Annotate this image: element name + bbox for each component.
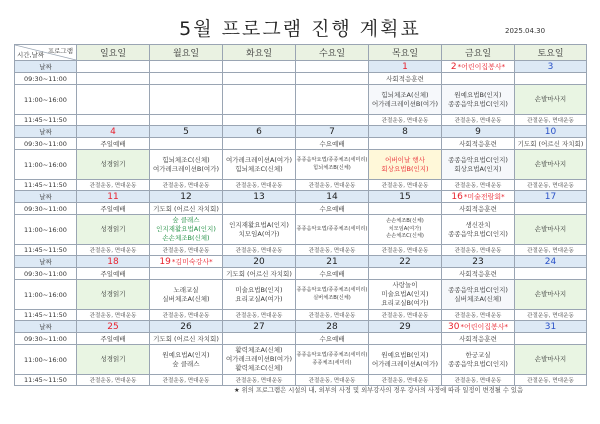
activity-header [150, 73, 223, 85]
row-label-0930: 09:30~11:00 [15, 203, 77, 215]
row-label-date: 날짜 [15, 321, 77, 333]
date-cell-with-event [442, 191, 515, 203]
row-label-1100: 11:00~16:00 [15, 345, 77, 375]
program-line: 미술요법B(인지) [235, 285, 283, 294]
program-line: 종종음악요법C(인지) [448, 359, 508, 368]
program-cell [150, 150, 223, 180]
date-cell: 9 [442, 126, 515, 138]
program-line: 한궁교실 [465, 350, 491, 359]
slot-1100-row [15, 85, 587, 115]
activity-header [369, 268, 442, 280]
program-line: 생신잔치 [465, 220, 491, 229]
row-label-1145: 11:45~11:50 [15, 310, 77, 321]
date-cell: 27 [223, 321, 296, 333]
event-label: *미술전람회* [463, 192, 505, 201]
date-cell: 22 [369, 256, 442, 268]
activity-header: 기도회 (어르신 자치회) [150, 203, 223, 215]
exercise-cell: 관절운동, 면대운동 [150, 375, 223, 386]
activity-header: 기도회 (어르신 자치회) [223, 268, 296, 280]
row-label-1100: 11:00~16:00 [15, 85, 77, 115]
date-cell: 15 [369, 191, 442, 203]
activity-header [77, 73, 150, 85]
program-line: 종종음악요법/종종체조(세미리) [296, 225, 368, 232]
date-cell [77, 61, 150, 73]
weekday-header-row [15, 45, 587, 61]
activity-header [223, 333, 296, 345]
weekday-fri: 금요일 [442, 45, 515, 61]
date-cell: 18 [77, 256, 150, 268]
activity-header [515, 333, 587, 345]
exercise-cell: 관절운동, 면대운동 [77, 375, 150, 386]
program-cell [515, 345, 587, 375]
slot-0930-row [15, 138, 587, 150]
activity-header: 수요예배 [296, 333, 369, 345]
program-line: 어가레크레이션B(여가) [371, 99, 439, 108]
activity-header: 사회적응훈련 [442, 268, 515, 280]
program-line: 요리교실A(여가) [235, 294, 283, 303]
slot-1100-row [15, 280, 587, 310]
program-line: 숲 클래스 [172, 359, 200, 368]
activity-header: 기도회 (어르신 자치회) [515, 138, 587, 150]
program-line: 종종음악요법/종종체조(세미리) [296, 157, 368, 163]
activity-header [296, 73, 369, 85]
program-cell [515, 85, 587, 115]
date-number: 2 [450, 61, 457, 72]
date-row [15, 126, 587, 138]
program-line: 요리교실B(여가) [381, 299, 429, 307]
program-cell [296, 280, 369, 310]
program-line: 노래교실 [173, 285, 199, 294]
issue-date: 2025.04.30 [505, 27, 546, 35]
program-line: 힘뇌체조C(신체) [162, 155, 210, 164]
exercise-cell: 관절운동, 면대운동 [442, 245, 515, 256]
exercise-cell: 관절운동, 면대운동 [296, 375, 369, 386]
program-cell [150, 280, 223, 310]
program-line: 손발마사지 [534, 355, 567, 363]
program-cell [77, 85, 150, 115]
program-cell [77, 215, 150, 245]
program-line: 종종음악요법/종종체조(세미리) [296, 287, 368, 293]
exercise-cell: 관절운동, 면대운동 [369, 310, 442, 321]
corner-time-date-label: 시간,날짜 [17, 51, 45, 59]
exercise-cell: 관절운동, 면대운동 [296, 180, 369, 191]
program-cell [77, 280, 150, 310]
activity-header: 주일예배 [77, 138, 150, 150]
activity-header [369, 333, 442, 345]
program-line: 성경읽기 [100, 225, 126, 233]
activity-header [150, 268, 223, 280]
exercise-cell: 관절운동, 면대운동 [223, 310, 296, 321]
row-label-1145: 11:45~11:50 [15, 180, 77, 191]
event-label: *어린이집봉사* [460, 322, 509, 331]
slot-0930-row [15, 268, 587, 280]
date-cell: 13 [223, 191, 296, 203]
exercise-cell: 관절운동, 면대운동 [515, 310, 587, 321]
row-label-0930: 09:30~11:00 [15, 268, 77, 280]
program-line: 치모임A(여가) [238, 229, 280, 238]
corner-cell [15, 45, 77, 61]
date-cell [296, 61, 369, 73]
exercise-cell: 관절운동, 면대운동 [150, 180, 223, 191]
program-line: 원예요법A(인지) [162, 350, 210, 359]
program-line: 활력체조C(신체) [235, 364, 283, 372]
program-cell [223, 280, 296, 310]
row-label-0930: 09:30~11:00 [15, 333, 77, 345]
activity-header [150, 138, 223, 150]
program-line: 어가레크레이션A(여가) [371, 359, 439, 368]
activity-header [442, 73, 515, 85]
program-line: 여가레크레이션B(여가) [225, 355, 293, 363]
program-line: 종종음악요법/종종체조(세미리) [296, 352, 368, 358]
slot-1145-row [15, 180, 587, 191]
program-line: 치모임A(여가) [388, 225, 422, 232]
program-line: 손손체조B(신체) [162, 234, 210, 242]
program-line: 손발마사지 [534, 160, 567, 168]
exercise-cell: 관절운동, 면대운동 [369, 245, 442, 256]
exercise-cell: 관절운동, 면대운동 [442, 180, 515, 191]
program-cell [442, 215, 515, 245]
activity-header [515, 73, 587, 85]
program-line: 사랑놀이 [392, 281, 418, 289]
weekday-tue: 화요일 [223, 45, 296, 61]
row-label-0930: 09:30~11:00 [15, 73, 77, 85]
date-cell: 14 [296, 191, 369, 203]
program-line: 힘뇌체조B(신체) [313, 164, 351, 171]
date-row [15, 256, 587, 268]
program-line: 여가레크레이션B(여가) [152, 164, 220, 173]
program-line: 힘뇌체조C(신체) [235, 164, 283, 173]
date-row [15, 191, 587, 203]
program-line: 실버체조A(신체) [162, 294, 210, 303]
row-label-0930: 09:30~11:00 [15, 138, 77, 150]
program-line: 종종음악요법C(인지) [448, 285, 508, 294]
activity-header: 사회적응훈련 [369, 73, 442, 85]
exercise-cell: 관절운동, 면대운동 [77, 310, 150, 321]
program-cell [296, 85, 369, 115]
weekday-sun: 일요일 [77, 45, 150, 61]
exercise-cell: 관절운동, 면대운동 [442, 310, 515, 321]
date-cell [150, 61, 223, 73]
program-cell [77, 150, 150, 180]
row-label-1145: 11:45~11:50 [15, 245, 77, 256]
date-cell: 31 [515, 321, 587, 333]
program-line: 손손체조C(신체) [386, 233, 424, 240]
program-cell [515, 280, 587, 310]
row-label-date: 날짜 [15, 126, 77, 138]
exercise-cell: 관절운동, 면대운동 [223, 180, 296, 191]
date-cell: 23 [442, 256, 515, 268]
slot-0930-row [15, 203, 587, 215]
program-line: 원예요법B(인지) [381, 350, 429, 359]
row-label-date: 날짜 [15, 191, 77, 203]
weekday-thu: 목요일 [369, 45, 442, 61]
program-line: 회상요법B(인지) [381, 164, 429, 173]
activity-header: 기도회 (어르신 자치회) [150, 333, 223, 345]
activity-header: 사회적응훈련 [442, 138, 515, 150]
date-cell-with-event [442, 61, 515, 73]
date-cell: 4 [77, 126, 150, 138]
activity-header: 수요예배 [296, 203, 369, 215]
exercise-cell [223, 115, 296, 126]
exercise-cell: 관절운동, 면대운동 [150, 310, 223, 321]
program-cell [296, 215, 369, 245]
row-label-1145: 11:45~11:50 [15, 375, 77, 386]
program-cell [223, 345, 296, 375]
program-line: 성경읽기 [100, 355, 126, 363]
row-label-date: 날짜 [15, 61, 77, 73]
program-line: 성경읽기 [100, 160, 126, 168]
date-cell: 8 [369, 126, 442, 138]
program-cell [296, 345, 369, 375]
program-line: 힘뇌체조A(신체) [381, 90, 429, 99]
program-line: 인지재활요법A(인지) [229, 220, 289, 229]
slot-1100-row [15, 215, 587, 245]
program-cell [150, 85, 223, 115]
program-cell [515, 150, 587, 180]
program-cell [442, 150, 515, 180]
event-label: *어린이집봉사* [457, 62, 506, 71]
program-line: 종종음악요법C(인지) [448, 229, 508, 238]
date-cell: 3 [515, 61, 587, 73]
program-cell [369, 85, 442, 115]
date-row [15, 321, 587, 333]
slot-1100-row [15, 150, 587, 180]
date-cell: 25 [77, 321, 150, 333]
program-cell [77, 345, 150, 375]
activity-header: 주일예배 [77, 333, 150, 345]
exercise-cell: 관절운동, 면대운동 [369, 115, 442, 126]
program-cell [296, 150, 369, 180]
exercise-cell: 관절운동, 면대운동 [77, 180, 150, 191]
program-cell [223, 85, 296, 115]
date-cell: 7 [296, 126, 369, 138]
weekday-mon: 월요일 [150, 45, 223, 61]
date-cell: 24 [515, 256, 587, 268]
row-label-1100: 11:00~16:00 [15, 150, 77, 180]
activity-header: 사회적응훈련 [442, 203, 515, 215]
activity-header [223, 203, 296, 215]
date-cell: 10 [515, 126, 587, 138]
program-line: 회상요법A(인지) [454, 164, 502, 173]
program-line: 종종음악요법C(인지) [448, 155, 508, 164]
date-cell-with-event [150, 256, 223, 268]
program-cell [369, 345, 442, 375]
program-line: 성경읽기 [100, 290, 126, 298]
date-row [15, 61, 587, 73]
exercise-cell: 관절운동, 면대운동 [442, 375, 515, 386]
date-cell: 6 [223, 126, 296, 138]
date-cell: 20 [223, 256, 296, 268]
date-cell: 1 [369, 61, 442, 73]
activity-header [515, 268, 587, 280]
program-line: 실버체조B(신체) [313, 294, 351, 301]
exercise-cell: 관절운동, 면대운동 [223, 375, 296, 386]
program-cell [369, 150, 442, 180]
program-cell [223, 150, 296, 180]
date-number: 30 [447, 321, 460, 332]
date-cell: 28 [296, 321, 369, 333]
date-cell [223, 61, 296, 73]
program-line: 어버이날 행사 [385, 155, 425, 164]
program-schedule-table [14, 44, 587, 386]
program-cell [515, 215, 587, 245]
event-label: *김미숙강사* [171, 257, 213, 266]
row-label-date: 날짜 [15, 256, 77, 268]
slot-0930-row [15, 73, 587, 85]
program-line: 활력체조A(신체) [235, 346, 283, 354]
row-label-1145: 11:45~11:50 [15, 115, 77, 126]
program-line: 손발마사지 [534, 225, 567, 233]
exercise-cell: 관절운동, 면대운동 [369, 180, 442, 191]
activity-header [223, 73, 296, 85]
activity-header [369, 203, 442, 215]
weekday-wed: 수요일 [296, 45, 369, 61]
program-line: 인지재활요법A(인지) [156, 225, 216, 233]
slot-1145-row [15, 310, 587, 321]
program-cell [369, 280, 442, 310]
exercise-cell [296, 115, 369, 126]
program-cell [223, 215, 296, 245]
exercise-cell: 관절운동, 면대운동 [369, 375, 442, 386]
corner-program-label: 프로그램 [47, 47, 73, 55]
exercise-cell: 관절운동, 면대운동 [296, 310, 369, 321]
program-line: 종종음악요법C(인지) [448, 99, 508, 108]
date-cell: 26 [150, 321, 223, 333]
exercise-cell: 관절운동, 면대운동 [442, 115, 515, 126]
slot-1100-row [15, 345, 587, 375]
program-line: 실버체조A(신체) [454, 294, 502, 303]
program-line: 여가레크레이션A(여가) [225, 155, 293, 164]
program-line: 손손체조B(신체) [386, 218, 424, 225]
program-cell [442, 345, 515, 375]
program-line: 손발마사지 [534, 290, 567, 298]
activity-header: 수요예배 [296, 138, 369, 150]
date-cell: 21 [296, 256, 369, 268]
exercise-cell: 관절운동, 면대운동 [515, 245, 587, 256]
date-cell: 5 [150, 126, 223, 138]
activity-header: 수요예배 [296, 268, 369, 280]
exercise-cell [150, 115, 223, 126]
weekday-sat: 토요일 [515, 45, 587, 61]
date-cell: 11 [77, 191, 150, 203]
program-cell [150, 345, 223, 375]
program-cell [150, 215, 223, 245]
activity-header: 사회적응훈련 [442, 333, 515, 345]
date-number: 19 [159, 256, 171, 267]
program-line: 미술요법A(인지) [381, 290, 429, 298]
date-number: 16 [451, 191, 463, 202]
exercise-cell: 관절운동, 면대운동 [150, 245, 223, 256]
exercise-cell [77, 115, 150, 126]
exercise-cell: 관절운동, 면대운동 [515, 180, 587, 191]
program-line: 원예요법B(인지) [454, 90, 502, 99]
exercise-cell: 관절운동, 면대운동 [77, 245, 150, 256]
activity-header: 주일예배 [77, 268, 150, 280]
slot-1145-row [15, 115, 587, 126]
date-cell-with-event [442, 321, 515, 333]
date-cell: 12 [150, 191, 223, 203]
row-label-1100: 11:00~16:00 [15, 280, 77, 310]
exercise-cell: 관절운동, 면대운동 [296, 245, 369, 256]
activity-header [369, 138, 442, 150]
footnote: ★ 위의 프로그램은 시설의 내, 외부의 사정 및 외부강사의 경우 강사의 사정에 따라 일정이 변경될 수 있음 [234, 387, 524, 394]
exercise-cell: 관절운동, 면대운동 [515, 375, 587, 386]
slot-0930-row [15, 333, 587, 345]
program-cell [442, 280, 515, 310]
exercise-cell: 관절운동, 면대운동 [223, 245, 296, 256]
slot-1145-row [15, 245, 587, 256]
row-label-1100: 11:00~16:00 [15, 215, 77, 245]
program-cell [369, 215, 442, 245]
slot-1145-row [15, 375, 587, 386]
date-cell: 29 [369, 321, 442, 333]
page-title: 5월 프로그램 진행 계획표 [179, 18, 421, 40]
activity-header [515, 203, 587, 215]
activity-header: 주일예배 [77, 203, 150, 215]
exercise-cell: 관절운동, 면대운동 [515, 115, 587, 126]
program-line: 숲 클래스 [172, 216, 200, 224]
activity-header [223, 138, 296, 150]
program-line: 손발마사지 [534, 95, 567, 103]
date-cell: 17 [515, 191, 587, 203]
program-line: 종종체조(세미리) [312, 359, 352, 366]
program-cell [442, 85, 515, 115]
